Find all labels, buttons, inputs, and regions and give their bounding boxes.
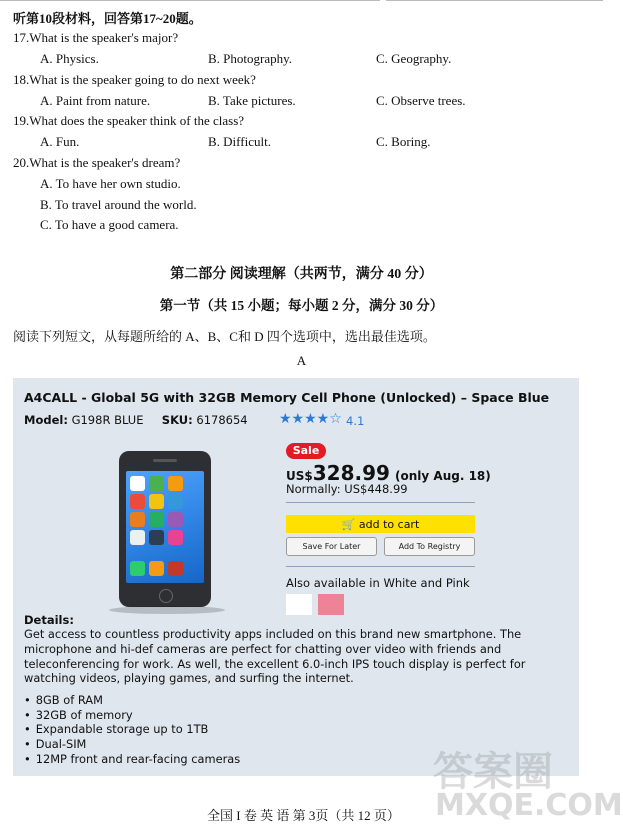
q20-option-c: C. To have a good camera. bbox=[40, 217, 179, 232]
passage-label: A bbox=[296, 353, 307, 368]
watermark-logo bbox=[433, 740, 623, 830]
question-20: 20.What is the speaker's dream? bbox=[13, 155, 181, 170]
part-two-title: 第二部分 阅读理解（共两节，满分 40 分） bbox=[170, 267, 433, 282]
app-icon bbox=[168, 561, 183, 576]
section-one-title: 第一节（共 15 小题；每小题 2 分，满分 30 分） bbox=[159, 298, 444, 313]
sku-label: SKU: bbox=[161, 413, 193, 427]
divider bbox=[286, 502, 475, 503]
watermark-top: 答案圈 bbox=[433, 749, 553, 795]
price-note: (only Aug. 18) bbox=[395, 469, 491, 483]
q17-option-c: C. Geography. bbox=[376, 51, 452, 66]
q18-option-c: C. Observe trees. bbox=[376, 93, 466, 108]
add-to-cart-button[interactable] bbox=[286, 515, 475, 533]
q20-option-b: B. To travel around the world. bbox=[40, 197, 197, 212]
q17-option-b: B. Photography. bbox=[208, 51, 293, 66]
q18-option-a: A. Paint from nature. bbox=[40, 93, 151, 108]
model-label: Model: bbox=[24, 413, 68, 427]
app-icon bbox=[130, 512, 145, 527]
app-icon bbox=[130, 561, 145, 576]
app-icon bbox=[130, 476, 145, 491]
q17-option-a: A. Physics. bbox=[40, 51, 99, 66]
add-to-registry-button[interactable]: Add To Registry bbox=[384, 537, 475, 556]
top-rule-right bbox=[386, 0, 603, 1]
feature-list bbox=[24, 693, 240, 767]
app-icon bbox=[130, 530, 145, 545]
watermark-bottom: MXQE.COM bbox=[435, 788, 623, 823]
app-icon bbox=[149, 561, 164, 576]
list-item: • 32GB of memory bbox=[24, 708, 240, 723]
color-availability: Also available in White and Pink bbox=[286, 576, 470, 590]
q19-option-a: A. Fun. bbox=[40, 134, 80, 149]
details-text: Get access to countless productivity apps included on this brand new smartphone. The microphone and hi-def cameras are perfect for chatting over video with friends and teleconferencing for work. As well, the excellent 6.0-inch IPS touch display is perfect for watching videos, playing games, and surfing the internet. bbox=[24, 627, 526, 686]
pink-color-swatch[interactable] bbox=[318, 594, 344, 615]
divider bbox=[286, 566, 475, 567]
app-icon bbox=[149, 530, 164, 545]
price-amount: 328.99 bbox=[312, 461, 390, 485]
save-for-later-button[interactable]: Save For Later bbox=[286, 537, 377, 556]
app-icon bbox=[130, 494, 145, 509]
listening-section-heading: 听第10段材料，回答第17~20题。 bbox=[13, 11, 202, 26]
q19-option-c: C. Boring. bbox=[376, 134, 431, 149]
sku-value: 6178654 bbox=[196, 413, 248, 427]
app-icon bbox=[149, 494, 164, 509]
phone-screen bbox=[126, 471, 204, 583]
q20-option-a: A. To have her own studio. bbox=[40, 176, 181, 191]
list-item: • Dual-SIM bbox=[24, 737, 240, 752]
page-top-border bbox=[0, 0, 603, 4]
list-item: • 12MP front and rear-facing cameras bbox=[24, 752, 240, 767]
add-to-cart-label: add to cart bbox=[358, 517, 420, 531]
list-item: • 8GB of RAM bbox=[24, 693, 240, 708]
phone-advertisement bbox=[13, 378, 579, 776]
app-icon bbox=[168, 494, 183, 509]
model-value: G198R BLUE bbox=[71, 413, 144, 427]
cart-icon: 🛒 bbox=[341, 517, 356, 531]
app-icon bbox=[168, 530, 183, 545]
rating-value: 4.1 bbox=[346, 414, 365, 428]
question-17: 17.What is the speaker's major? bbox=[13, 30, 179, 45]
sale-badge: Sale bbox=[286, 443, 326, 459]
price-currency: US$ bbox=[286, 469, 313, 483]
phone-image bbox=[119, 451, 211, 607]
question-19: 19.What does the speaker think of the class? bbox=[13, 113, 245, 128]
phone-home-button bbox=[159, 589, 173, 603]
app-icon bbox=[149, 476, 164, 491]
q19-option-b: B. Difficult. bbox=[208, 134, 271, 149]
white-color-swatch[interactable] bbox=[286, 594, 312, 615]
q18-option-b: B. Take pictures. bbox=[208, 93, 296, 108]
list-item: • Expandable storage up to 1TB bbox=[24, 722, 240, 737]
top-rule bbox=[0, 0, 380, 1]
product-meta bbox=[24, 413, 248, 427]
app-icon bbox=[149, 512, 164, 527]
phone-shadow bbox=[109, 606, 225, 614]
question-18: 18.What is the speaker going to do next week? bbox=[13, 72, 256, 87]
normal-price: Normally: US$448.99 bbox=[286, 482, 408, 496]
app-icon bbox=[168, 476, 183, 491]
app-icon bbox=[168, 512, 183, 527]
details-heading: Details: bbox=[24, 613, 74, 627]
product-title: A4CALL - Global 5G with 32GB Memory Cell Phone (Unlocked) – Space Blue bbox=[24, 390, 550, 405]
reading-instruction: 阅读下列短文，从每题所给的 A、B、C和 D 四个选项中，选出最佳选项。 bbox=[13, 329, 436, 344]
rating-stars-icon: ★★★★☆ bbox=[279, 411, 342, 427]
phone-speaker bbox=[153, 459, 177, 462]
page-footer: 全国 I 卷 英 语 第 3页（共 12 页） bbox=[207, 808, 400, 823]
